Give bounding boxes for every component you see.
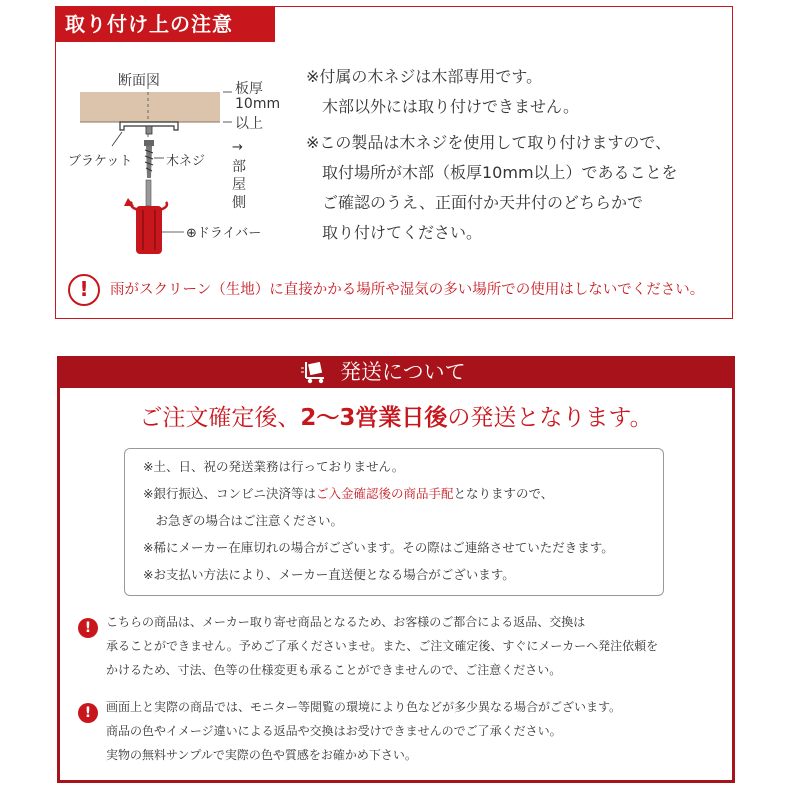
- cross-section-diagram: [60, 60, 300, 270]
- info-line: お急ぎの場合はご注意ください。: [143, 513, 344, 528]
- exclamation-icon: !: [78, 618, 98, 638]
- bracket-label: ブラケット: [68, 154, 133, 169]
- no-return-notice: [78, 610, 728, 686]
- notice-line: 実物の無料サンプルで実際の色や質感をお確かめ下さい。: [106, 748, 417, 762]
- info-line: ※お支払い方法により、メーカー直送便となる場合がございます。: [143, 567, 515, 582]
- info-line2-highlight: ご入金確認後の商品手配: [315, 486, 454, 501]
- note-line: 木部以外には取り付けできません。: [306, 97, 579, 116]
- info-line2-post: となりますので、: [453, 486, 554, 501]
- info-line: ※土、日、祝の発送業務は行っておりません。: [143, 459, 405, 474]
- exclamation-icon: !: [68, 274, 100, 306]
- note-line: ご確認のうえ、正面付か天井付のどちらかで: [306, 193, 643, 212]
- moisture-warning: [66, 273, 726, 307]
- info-line: [143, 480, 614, 507]
- wood-screw-label: 木ネジ: [166, 154, 206, 169]
- room-side-char-1: 部: [232, 159, 246, 175]
- color-difference-notice: [78, 695, 728, 771]
- headline-post: の発送となります。: [447, 405, 653, 431]
- wood-board: [80, 92, 220, 122]
- shipping-info-box: [124, 448, 664, 596]
- info-line: ※稀にメーカー在庫切れの場合がございます。その際はご連絡させていただきます。: [143, 540, 614, 555]
- cross-section-label: 断面図: [118, 73, 160, 89]
- delivery-cart-icon: [300, 360, 330, 384]
- board-thickness-label-2: 10mm: [235, 96, 281, 112]
- room-side-char-3: 側: [232, 195, 246, 211]
- note-line: ※この製品は木ネジを使用して取り付けますので、: [306, 133, 672, 152]
- headline-pre: ご注文確定後、: [139, 405, 301, 431]
- notice-line: こちらの商品は、メーカー取り寄せ商品となるため、お客様のご都合による返品、交換は: [106, 615, 586, 629]
- driver-label: ⊕ドライバー: [186, 226, 262, 241]
- exclamation-icon: !: [78, 703, 98, 723]
- shipping-title: 発送について: [340, 360, 466, 384]
- notice-line: かけるため、寸法、色等の仕様変更も承ることができませんので、ご注意ください。: [106, 663, 562, 677]
- room-side-arrow: →: [232, 140, 243, 155]
- note-line: ※付属の木ネジは木部専用です。: [306, 67, 543, 86]
- shipping-headline: [57, 398, 735, 438]
- board-thickness-label-3: 以上: [235, 116, 263, 132]
- board-thickness-label-1: 板厚: [235, 81, 263, 97]
- moisture-warning-text: 雨がスクリーン（生地）に直接かかる場所や湿気の多い場所での使用はしないでください。: [110, 282, 705, 298]
- notice-line: 商品の色やイメージ違いによる返品や交換はお受けできませんのでご了承ください。: [106, 724, 562, 738]
- notice-line: 承ることができません。予めご了承くださいませ。また、ご注文確定後、すぐにメーカーへ発注依頼を: [106, 639, 659, 653]
- mounting-caution-title: 取り付け上の注意: [55, 6, 275, 42]
- note-line: 取付場所が木部（板厚10mm以上）であることを: [306, 163, 678, 182]
- info-line2-pre: ※銀行振込、コンビニ決済等は: [143, 486, 316, 501]
- note-line: 取り付けてください。: [306, 223, 483, 242]
- headline-bold: 2～3営業日後: [300, 405, 448, 431]
- mounting-notes: [306, 62, 726, 248]
- room-side-char-2: 屋: [232, 177, 246, 193]
- notice-line: 画面上と実際の商品では、モニター等閲覧の環境により色などが多少異なる場合がございます。: [106, 700, 622, 714]
- screwdriver-handle: [136, 206, 162, 254]
